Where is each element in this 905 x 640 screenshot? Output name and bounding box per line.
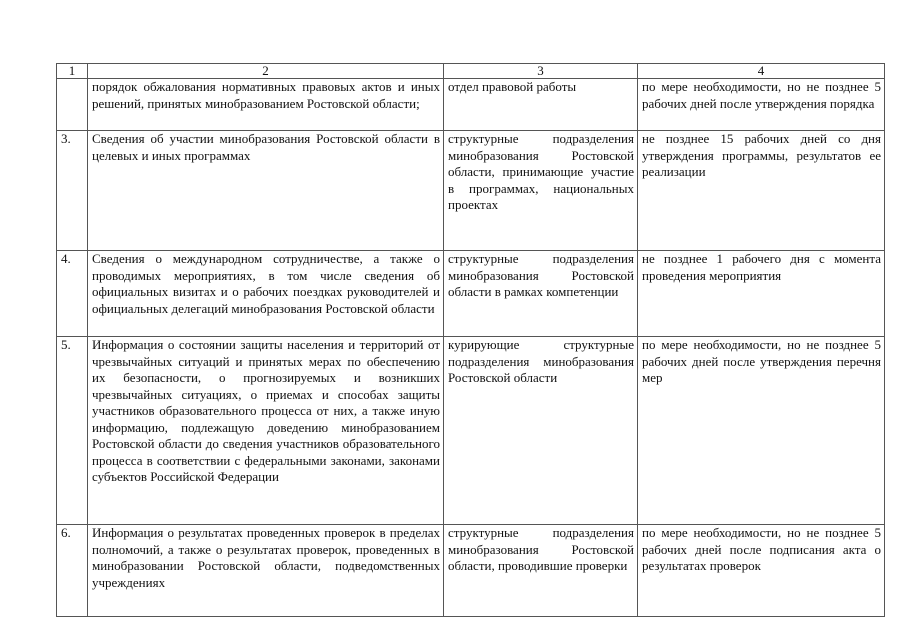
table-header xyxy=(57,64,885,79)
row-responsible: курирующие структурные подразделения минобразования Ростовской области xyxy=(444,337,638,525)
table-row xyxy=(57,525,885,617)
row-content: порядок обжалования нормативных правовых актов и иных решений, принятых минобразованием Ростовской области; xyxy=(88,79,444,131)
row-content: Информация о состоянии защиты населения и территорий от чрезвычайных ситуаций и принятых мерах по обеспечению их безопасности, о прогнозируемых и возникших чрезвычайных ситуациях, о приемах и способах защиты участников образовательного процесса от них, а также иную информацию, подлежащую доведению минобразованием Ростовской области до сведения участников образовательного процесса в соответствии с федеральными законами, законами субъектов Российской Федерации xyxy=(88,337,444,525)
row-content: Сведения об участии минобразования Ростовской области в целевых и иных программах xyxy=(88,131,444,251)
row-number: 4. xyxy=(57,251,88,337)
row-content: Сведения о международном сотрудничестве, а также о проводимых мероприятиях, в том числе сведения об официальных визитах и о рабочих поездках руководителей и официальных делегаций минобразования Ростовской области xyxy=(88,251,444,337)
row-deadline: по мере необходимости, но не позднее 5 рабочих дней после утверждения перечня мер xyxy=(638,337,885,525)
row-responsible: отдел правовой работы xyxy=(444,79,638,131)
row-responsible: структурные подразделения минобразования Ростовской области, проводившие проверки xyxy=(444,525,638,617)
row-number: 3. xyxy=(57,131,88,251)
column-number-4: 4 xyxy=(638,64,885,79)
row-number xyxy=(57,79,88,131)
table-row xyxy=(57,79,885,131)
table-row xyxy=(57,251,885,337)
row-content: Информация о результатах проведенных проверок в пределах полномочий, а также о результатах проверок, проведенных в минобразовании Ростовской области, подведомственных учреждениях xyxy=(88,525,444,617)
row-responsible: структурные подразделения минобразования Ростовской области, принимающие участие в программах, национальных проектах xyxy=(444,131,638,251)
row-responsible: структурные подразделения минобразования Ростовской области в рамках компетенции xyxy=(444,251,638,337)
header-row xyxy=(57,64,885,79)
row-deadline: не позднее 15 рабочих дней со дня утверждения программы, результатов ее реализации xyxy=(638,131,885,251)
column-number-2: 2 xyxy=(88,64,444,79)
column-number-1: 1 xyxy=(57,64,88,79)
row-number: 6. xyxy=(57,525,88,617)
information-table xyxy=(56,63,885,617)
table-row xyxy=(57,131,885,251)
table-body xyxy=(57,79,885,617)
table-row xyxy=(57,337,885,525)
row-deadline: по мере необходимости, но не позднее 5 рабочих дней после утверждения порядка xyxy=(638,79,885,131)
row-deadline: по мере необходимости, но не позднее 5 рабочих дней после подписания акта о результатах проверок xyxy=(638,525,885,617)
row-number: 5. xyxy=(57,337,88,525)
column-number-3: 3 xyxy=(444,64,638,79)
row-deadline: не позднее 1 рабочего дня с момента проведения мероприятия xyxy=(638,251,885,337)
